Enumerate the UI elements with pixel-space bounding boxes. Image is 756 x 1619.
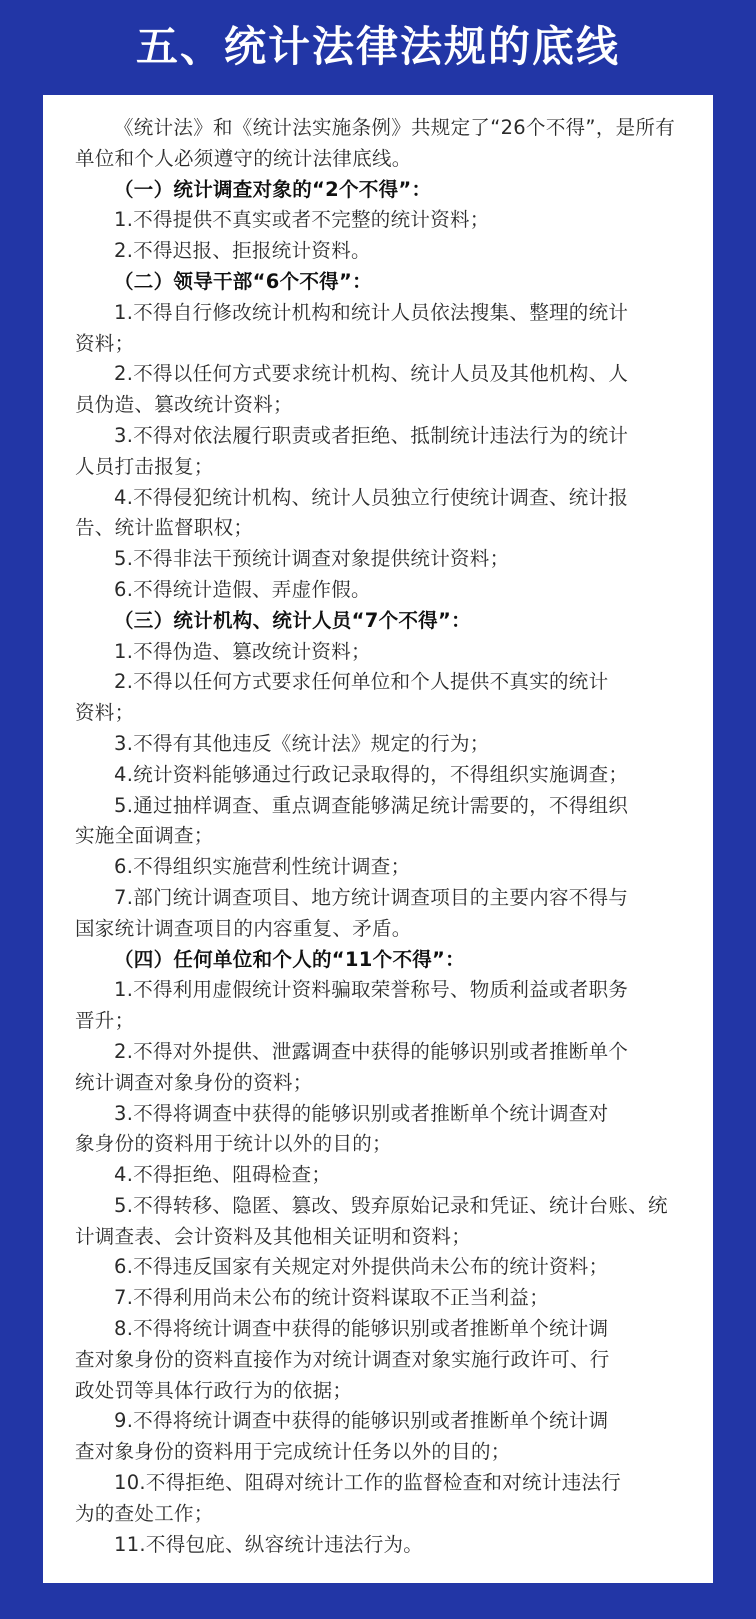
text-line: 计调查表、会计资料及其他相关证明和资料；	[75, 1224, 472, 1248]
text-line: 3.不得将调查中获得的能够识别或者推断单个统计调查对	[114, 1101, 609, 1125]
section-heading: （二）领导干部“6个不得”：	[114, 269, 372, 293]
section-heading: （四）任何单位和个人的“11个不得”：	[114, 947, 465, 971]
text-line: 2.不得对外提供、泄露调查中获得的能够识别或者推断单个	[114, 1039, 629, 1063]
article-body	[75, 113, 685, 1560]
text-line: 2.不得迟报、拒报统计资料。	[114, 239, 371, 263]
text-line: 1.不得提供不真实或者不完整的统计资料；	[114, 208, 490, 232]
text-line: 4.统计资料能够通过行政记录取得的，不得组织实施调查；	[114, 762, 629, 786]
text-line: 象身份的资料用于统计以外的目的；	[75, 1132, 392, 1156]
text-line: 5.不得转移、隐匿、篡改、毁弃原始记录和凭证、统计台账、统	[114, 1193, 668, 1217]
text-line: 统计调查对象身份的资料；	[75, 1070, 313, 1094]
text-line: 查对象身份的资料直接作为对统计调查对象实施行政许可、行	[75, 1347, 610, 1371]
text-line: 4.不得拒绝、阻碍检查；	[114, 1163, 332, 1187]
text-line: 员伪造、篡改统计资料；	[75, 393, 293, 417]
text-line: 1.不得伪造、篡改统计资料；	[114, 639, 371, 663]
text-line: 7.部门统计调查项目、地方统计调查项目的主要内容不得与	[114, 885, 629, 909]
text-line: 11.不得包庇、纵容统计违法行为。	[114, 1532, 424, 1556]
page-title: 五、统计法律法规的底线	[135, 22, 620, 71]
text-line: 2.不得以任何方式要求任何单位和个人提供不真实的统计	[114, 670, 609, 694]
text-line: 6.不得组织实施营利性统计调查；	[114, 855, 411, 879]
text-line: 4.不得侵犯统计机构、统计人员独立行使统计调查、统计报	[114, 485, 629, 509]
text-line: 1.不得利用虚假统计资料骗取荣誉称号、物质利益或者职务	[114, 978, 629, 1002]
text-line: 资料；	[75, 331, 135, 355]
text-line: 告、统计监督职权；	[75, 516, 254, 540]
text-line: 8.不得将统计调查中获得的能够识别或者推断单个统计调	[114, 1317, 609, 1341]
text-line: 3.不得对依法履行职责或者拒绝、抵制统计违法行为的统计	[114, 423, 629, 447]
text-line: 7.不得利用尚未公布的统计资料谋取不正当利益；	[114, 1286, 550, 1310]
text-line: 实施全面调查；	[75, 824, 214, 848]
text-line: 《统计法》和《统计法实施条例》共规定了“26个不得”，是所有	[114, 116, 676, 139]
section-heading: （一）统计调查对象的“2个不得”：	[114, 177, 432, 201]
text-line: 单位和个人必须遵守的统计法律底线。	[75, 146, 412, 170]
text-line: 为的查处工作；	[75, 1501, 214, 1525]
text-line: 3.不得有其他违反《统计法》规定的行为；	[114, 731, 490, 755]
text-line: 5.通过抽样调查、重点调查能够满足统计需要的，不得组织	[114, 793, 629, 817]
text-line: 5.不得非法干预统计调查对象提供统计资料；	[114, 547, 510, 571]
text-line: 1.不得自行修改统计机构和统计人员依法搜集、整理的统计	[114, 300, 629, 324]
text-line: 6.不得统计造假、弄虚作假。	[114, 577, 371, 601]
text-line: 查对象身份的资料用于完成统计任务以外的目的；	[75, 1440, 511, 1464]
section-heading: （三）统计机构、统计人员“7个不得”：	[114, 608, 471, 632]
text-line: 6.不得违反国家有关规定对外提供尚未公布的统计资料；	[114, 1255, 609, 1279]
text-line: 国家统计调查项目的内容重复、矛盾。	[75, 916, 412, 940]
text-line: 政处罚等具体行政行为的依据；	[75, 1378, 353, 1402]
text-line: 晋升；	[75, 1009, 135, 1033]
text-line: 2.不得以任何方式要求统计机构、统计人员及其他机构、人	[114, 362, 629, 386]
text-line: 资料；	[75, 701, 135, 725]
text-line: 9.不得将统计调查中获得的能够识别或者推断单个统计调	[114, 1409, 609, 1433]
text-line: 10.不得拒绝、阻碍对统计工作的监督检查和对统计违法行	[114, 1471, 622, 1495]
text-line: 人员打击报复；	[75, 454, 214, 478]
